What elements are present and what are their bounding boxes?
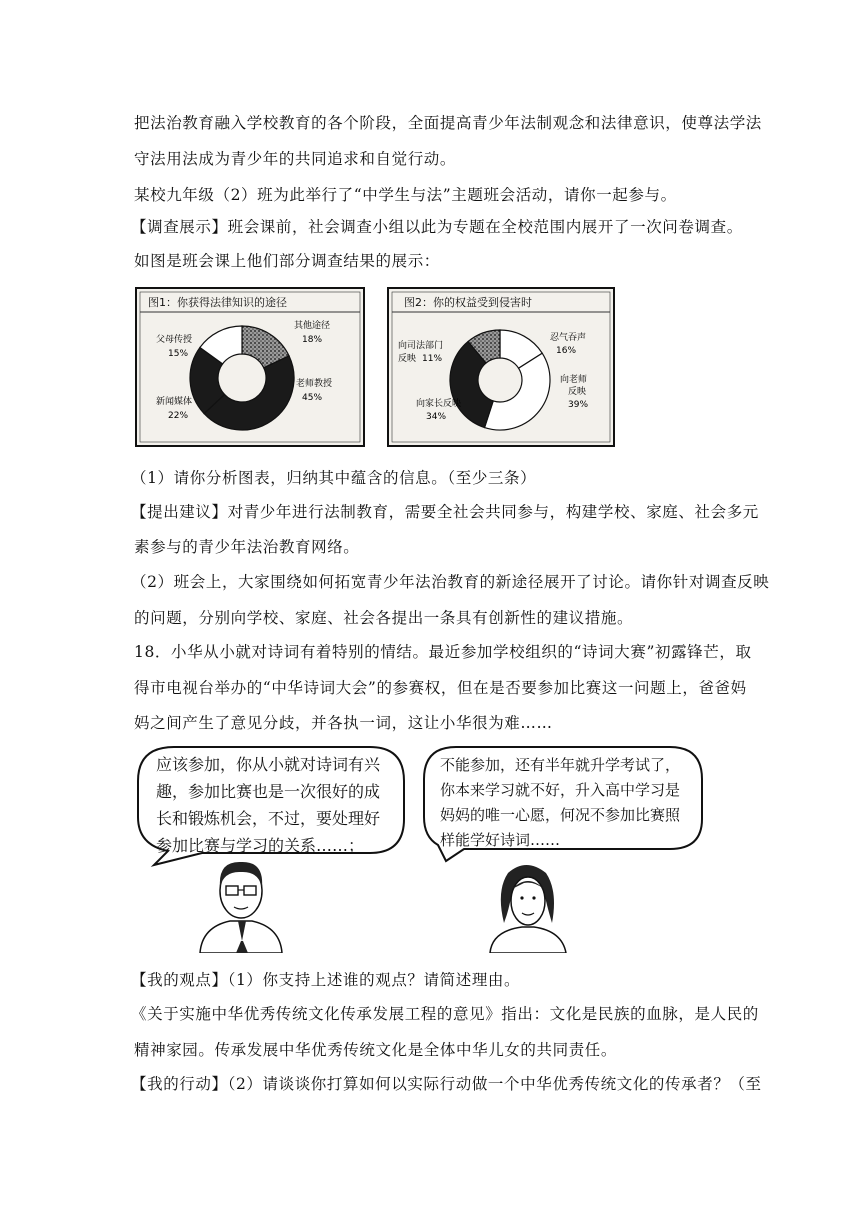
chart-1 [134,286,366,448]
chart-2-value: 34% [426,412,447,422]
paragraph-line: 得市电视台举办的“中华诗词大会”的参赛权，但在是否要参加比赛这一问题上，爸爸妈 [134,679,747,697]
paragraph-line: 守法用法成为青少年的共同追求和自觉行动。 [134,150,457,168]
chart-2-label: 忍气吞声 [550,333,587,343]
dad-figure [200,862,282,953]
chart-2-value: 39% [568,400,589,410]
question-18: 18．小华从小就对诗词有着特别的情结。最近参加学校组织的“诗词大赛”初露锋芒，取 [134,643,752,661]
paragraph-line: 精神家园。传承发展中华优秀传统文化是全体中华儿女的共同责任。 [134,1041,618,1059]
chart-1-value: 22% [168,411,189,421]
chart-2-value: 16% [556,346,577,356]
chart-2-label: 反映 [568,387,587,397]
chart-2-value: 11% [422,354,443,364]
paragraph-line: 素参与的青少年法治教育网络。 [134,538,360,556]
chart-2-title: 图2：你的权益受到侵害时 [404,296,532,309]
chart-1-label: 父母传授 [156,335,193,345]
mom-speech-text: 不能参加，还有半年就升学考试了， 你本来学习就不好，升入高中学习是 妈妈的唯一心愿，何况不参加比赛照 样能学好诗词…… [440,756,681,849]
chart-1-value: 45% [302,393,323,403]
paragraph-line: 的问题，分别向学校、家庭、社会各提出一条具有创新性的建议措施。 [134,609,634,627]
paragraph-line: 《关于实施中华优秀传统文化传承发展工程的意见》指出：文化是民族的血脉，是人民的 [131,1005,759,1023]
chart-2-label: 向司法部门 [398,341,444,351]
section-survey: 【调查展示】班会课前，社会调查小组以此为专题在全校范围内展开了一次问卷调查。 [131,218,743,236]
chart-1-label: 其他途径 [294,321,331,331]
chart-1-label: 老师教授 [296,379,333,389]
chart-1-label: 新闻媒体 [156,397,193,407]
mom-figure [490,865,566,953]
question-1: （1）请你分析图表，归纳其中蕴含的信息。（至少三条） [131,469,537,487]
section-suggestion: 【提出建议】对青少年进行法制教育，需要全社会共同参与，构建学校、家庭、社会多元 [131,503,759,521]
chart-1-value: 15% [168,349,189,359]
chart-2-label: 向老师 [560,375,588,385]
chart-1-value: 18% [302,335,323,345]
paragraph-line: 妈之间产生了意见分歧，并各执一词，这让小华很为难…… [134,714,553,732]
dad-speech-text: 应该参加，你从小就对诗词有兴 趣，参加比赛也是一次很好的成 长和锻炼机会，不过，要处理好 参加比赛与学习的关系……； [156,755,381,855]
paragraph-line: 把法治教育融入学校教育的各个阶段，全面提高青少年法制观念和法律意识，使尊法学法 [134,114,762,132]
chart-2-label: 向家长反映 [416,399,462,409]
chart-1-title: 图1：你获得法律知识的途径 [148,296,287,309]
paragraph-line: 某校九年级（2）班为此举行了“中学生与法”主题班会活动，请你一起参与。 [134,186,677,204]
section-viewpoint: 【我的观点】（1）你支持上述谁的观点？请简述理由。 [131,971,521,989]
paragraph-line: 如图是班会课上他们部分调查结果的展示： [134,252,440,270]
question-2: （2）班会上，大家围绕如何拓宽青少年法治教育的新途径展开了讨论。请你针对调查反映 [131,573,770,591]
section-action: 【我的行动】（2）请谈谈你打算如何以实际行动做一个中华优秀传统文化的传承者？（至 [131,1075,762,1093]
cartoon-illustration [134,741,706,953]
chart-2 [386,286,616,448]
chart-2-label: 反映 [398,354,417,364]
